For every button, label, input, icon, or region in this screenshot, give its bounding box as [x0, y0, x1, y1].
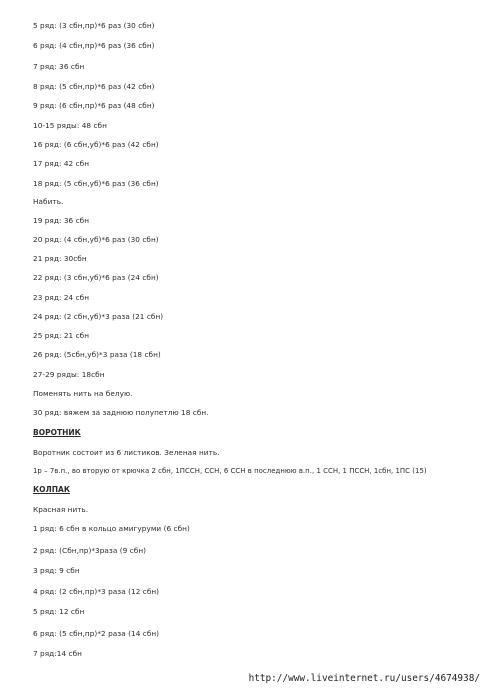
- row-line: 23 ряд: 24 сбн: [33, 293, 90, 302]
- instruction-line: Поменять нить на белую.: [33, 389, 133, 398]
- row-line: 21 ряд: 30сбн: [33, 254, 87, 263]
- row-line: 30 ряд: вяжем за заднюю полупетлю 18 сбн.: [33, 408, 209, 417]
- row-line: 9 ряд: (6 сбн,пр)*6 раз (48 сбн): [33, 101, 155, 110]
- row-line: 26 ряд: (5сбн,уб)*3 раза (18 сбн): [33, 350, 161, 359]
- row-line: 24 ряд: (2 сбн,уб)*3 раза (21 сбн): [33, 312, 164, 321]
- row-line: 6 ряд: (4 сбн,пр)*6 раз (36 сбн): [33, 41, 155, 50]
- row-line: 25 ряд: 21 сбн: [33, 331, 90, 340]
- row-line: 18 ряд: (5 сбн,уб)*6 раз (36 сбн): [33, 179, 159, 188]
- row-line: 10-15 ряды: 48 сбн: [33, 121, 107, 130]
- row-line: 27-29 ряды: 18сбн: [33, 370, 105, 379]
- row-line: 5 ряд: 12 сбн: [33, 607, 85, 616]
- cap-heading: КОЛПАК: [33, 485, 70, 494]
- row-line: 19 ряд: 36 сбн: [33, 216, 90, 225]
- source-url-watermark: http://www.liveinternet.ru/users/4674938/: [248, 673, 480, 684]
- row-line: 22 ряд: (3 сбн,уб)*6 раз (24 сбн): [33, 273, 159, 282]
- row-line: 2 ряд: (Сбн,пр)*3раза (9 сбн): [33, 546, 147, 555]
- collar-heading: ВОРОТНИК: [33, 428, 81, 437]
- row-line: 1р – 7в.п., во вторую от крючка 2 сбн, 1ПССН, ССН, 6 ССН в последнюю в.п., 1 ССН, 1 ПССН, 1сбн, 1ПС (15): [33, 467, 427, 475]
- row-line: 1 ряд: 6 сбн в кольцо амигуруми (6 сбн): [33, 524, 190, 533]
- row-line: 8 ряд: (5 сбн,пр)*6 раз (42 сбн): [33, 82, 155, 91]
- row-line: 17 ряд: 42 сбн: [33, 159, 90, 168]
- row-line: 4 ряд: (2 сбн,пр)*3 раза (12 сбн): [33, 587, 160, 596]
- row-line: 7 ряд: 36 сбн: [33, 62, 85, 71]
- instruction-line: Воротник состоит из 6 листиков. Зеленая нить.: [33, 448, 220, 457]
- row-line: 5 ряд: (3 сбн,пр)*6 раз (30 сбн): [33, 21, 155, 30]
- row-line: 6 ряд: (5 сбн,пр)*2 раза (14 сбн): [33, 629, 160, 638]
- row-line: 3 ряд: 9 сбн: [33, 566, 80, 575]
- instruction-line: Набить.: [33, 197, 64, 206]
- row-line: 7 ряд:14 сбн: [33, 649, 82, 658]
- row-line: 20 ряд: (4 сбн,уб)*6 раз (30 сбн): [33, 235, 159, 244]
- row-line: 16 ряд: (6 сбн,уб)*6 раз (42 сбн): [33, 140, 159, 149]
- instruction-line: Красная нить.: [33, 505, 89, 514]
